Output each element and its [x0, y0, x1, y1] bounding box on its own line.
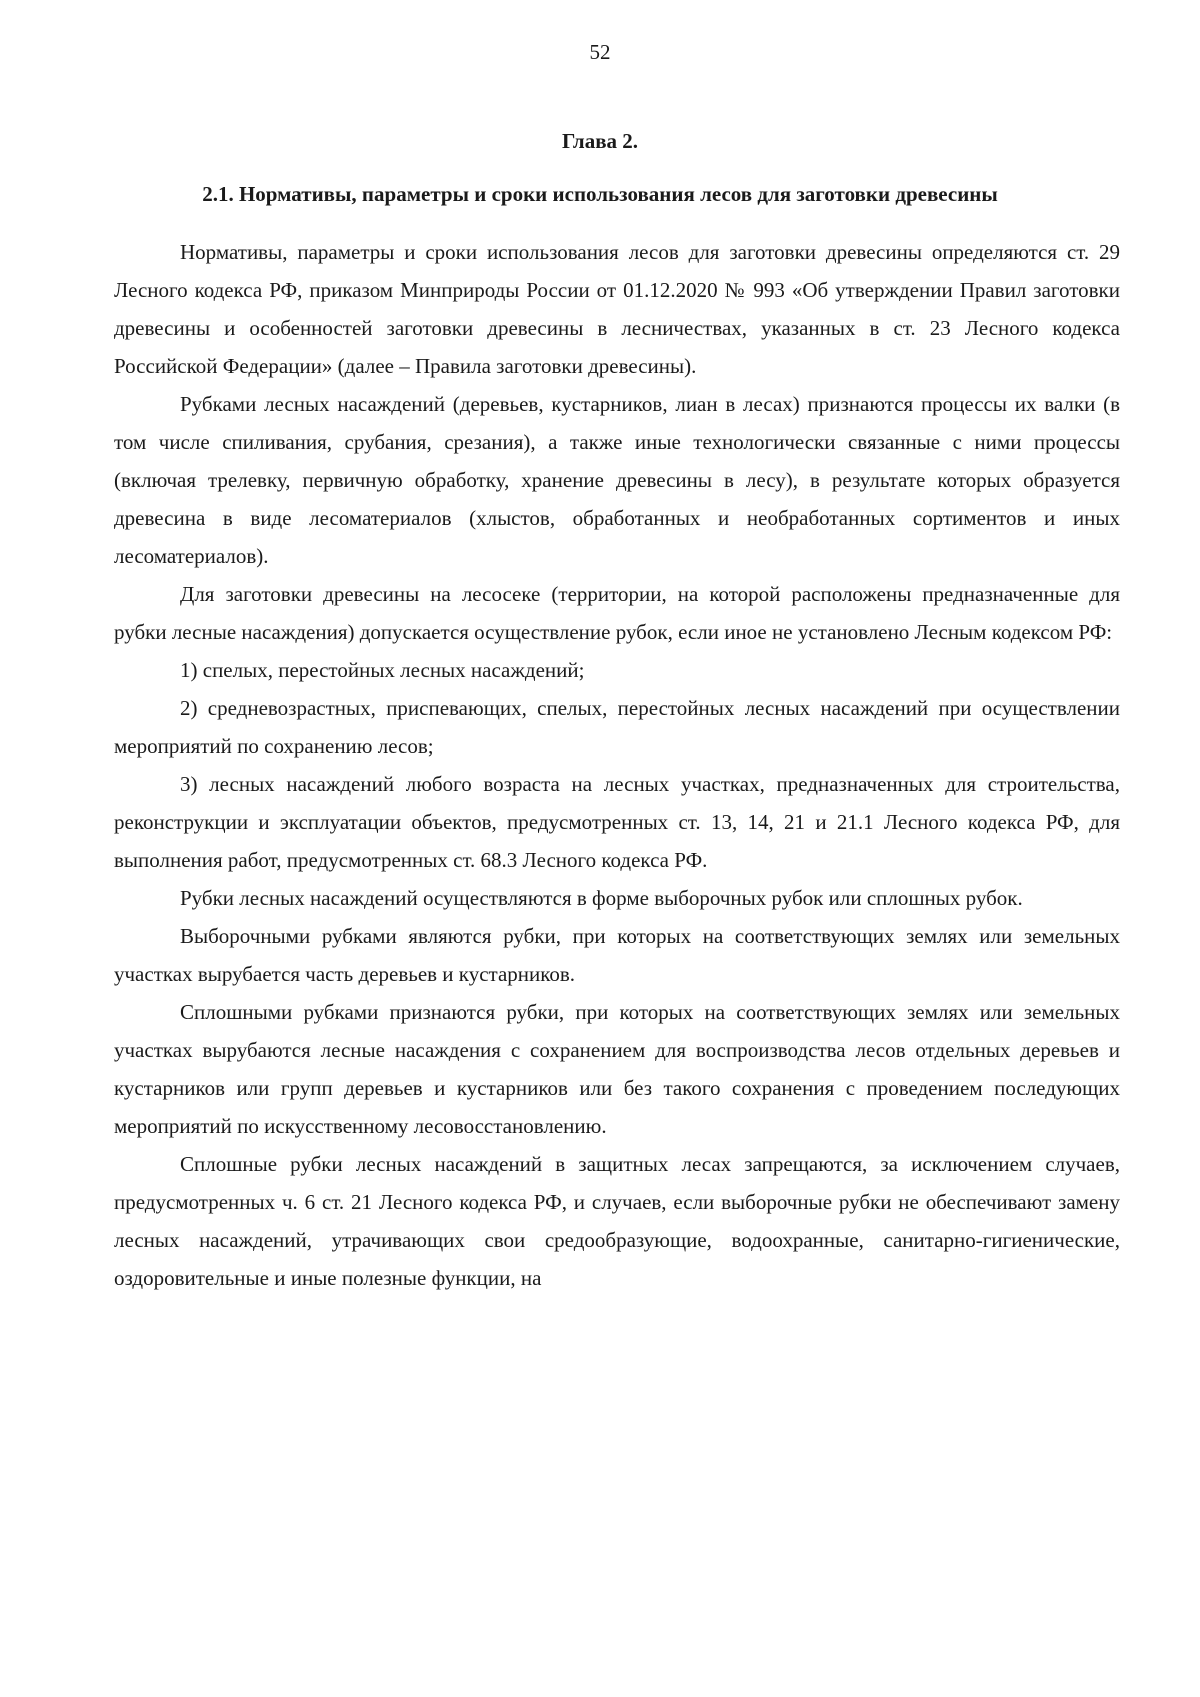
section-title: 2.1. Нормативы, параметры и сроки использования лесов для заготовки древесины [202, 182, 998, 206]
paragraph: Сплошные рубки лесных насаждений в защитных лесах запрещаются, за исключением случаев, предусмотренных ч. 6 ст. 21 Лесного кодекса РФ, и случаев, если выборочные рубки не обеспечивают замену лесных насаждений, утрачивающих свои средообразующие, водоохранные, санитарно-гигиенические, оздоровительные и иные полезные функции, на [114, 1152, 1120, 1290]
paragraph: Нормативы, параметры и сроки использования лесов для заготовки древесины определяются ст. 29 Лесного кодекса РФ, приказом Минприроды России от 01.12.2020 № 993 «Об утверждении Правил заготовки древесины и особенностей заготовки древесины в лесничествах, указанных в ст. 23 Лесного кодекса Российской Федерации» (далее – Правила заготовки древесины). [114, 240, 1120, 378]
list-item: 3) лесных насаждений любого возраста на лесных участках, предназначенных для строительства, реконструкции и эксплуатации объектов, предусмотренных ст. 13, 14, 21 и 21.1 Лесного кодекса РФ, для выполнения работ, предусмотренных ст. 68.3 Лесного кодекса РФ. [114, 772, 1120, 872]
chapter-title: Глава 2. [561, 129, 639, 153]
paragraph: Сплошными рубками признаются рубки, при которых на соответствующих землях или земельных участках вырубаются лесные насаждения с сохранением для воспроизводства лесов отдельных деревьев и кустарников или групп деревьев и кустарников или без такого сохранения с проведением последующих мероприятий по искусственному лесовосстановлению. [114, 1000, 1120, 1138]
list-item: 1) спелых, перестойных лесных насаждений; [180, 658, 585, 682]
page-number: 52 [589, 40, 611, 64]
body-text [114, 233, 1120, 1297]
paragraph: Для заготовки древесины на лесосеке (территории, на которой расположены предназначенные для рубки лесные насаждения) допускается осуществление рубок, если иное не установлено Лесным кодексом РФ: [114, 582, 1120, 644]
paragraph: Выборочными рубками являются рубки, при которых на соответствующих землях или земельных участках вырубается часть деревьев и кустарников. [114, 924, 1120, 986]
list-item: 2) средневозрастных, приспевающих, спелых, перестойных лесных насаждений при осуществлении мероприятий по сохранению лесов; [114, 696, 1120, 758]
paragraph: Рубки лесных насаждений осуществляются в форме выборочных рубок или сплошных рубок. [180, 886, 1023, 910]
paragraph: Рубками лесных насаждений (деревьев, кустарников, лиан в лесах) признаются процессы их валки (в том числе спиливания, срубания, срезания), а также иные технологически связанные с ними процессы (включая трелевку, первичную обработку, хранение древесины в лесу), в результате которых образуется древесина в виде лесоматериалов (хлыстов, обработанных и необработанных сортиментов и иных лесоматериалов). [114, 392, 1120, 568]
